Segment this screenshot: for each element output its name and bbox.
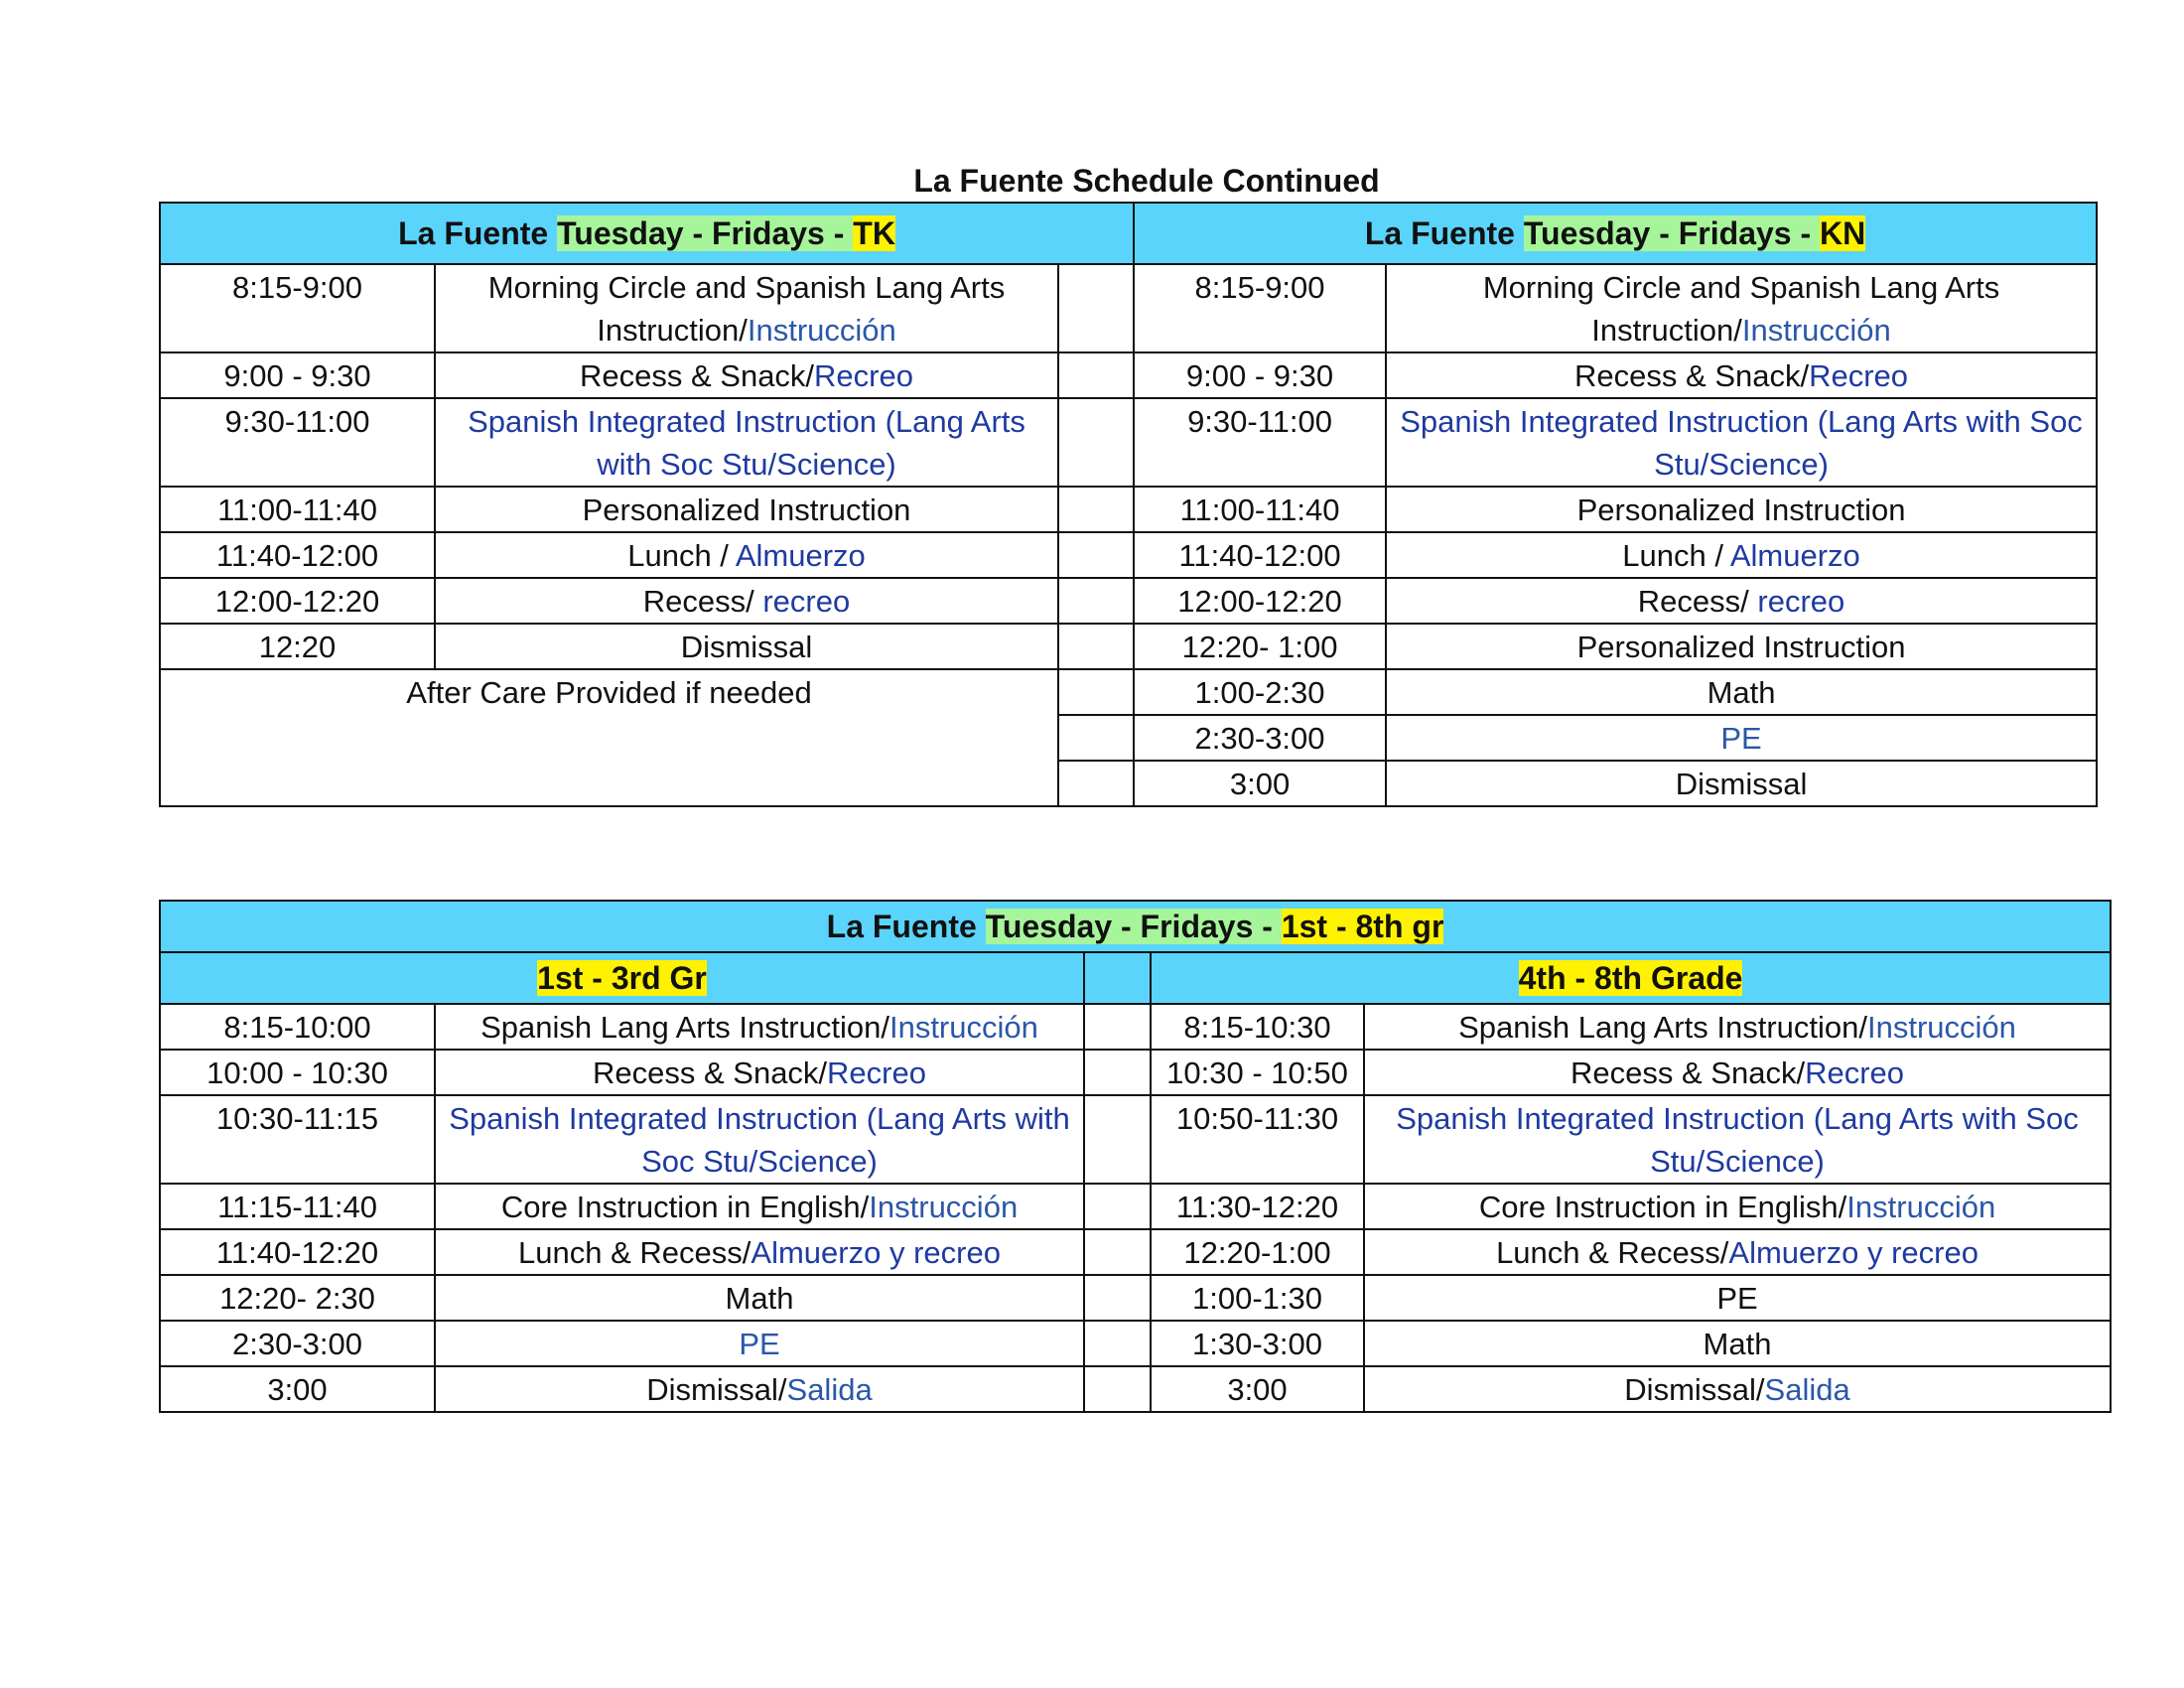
tk-activity: Recess/ recreo: [435, 578, 1058, 624]
table-row: [160, 532, 2097, 578]
spacer-cell: [1084, 1275, 1151, 1321]
spacer-cell: [1058, 624, 1134, 669]
g13-time: 8:15-10:00: [160, 1004, 435, 1050]
spacer-cell: [1084, 1229, 1151, 1275]
spacer-cell: [1058, 487, 1134, 532]
g48-activity: Math: [1364, 1321, 2111, 1366]
kn-time: 9:00 - 9:30: [1134, 352, 1386, 398]
g48-time: 1:30-3:00: [1151, 1321, 1364, 1366]
g48-activity: Recess & Snack/Recreo: [1364, 1050, 2111, 1095]
spacer-cell: [1084, 1095, 1151, 1184]
kn-time: 12:00-12:20: [1134, 578, 1386, 624]
g48-time: 11:30-12:20: [1151, 1184, 1364, 1229]
kn-time: 3:00: [1134, 761, 1386, 806]
spacer-cell: [1084, 1004, 1151, 1050]
g13-time: 10:30-11:15: [160, 1095, 435, 1184]
g48-activity: Lunch & Recess/Almuerzo y recreo: [1364, 1229, 2111, 1275]
g13-time: 2:30-3:00: [160, 1321, 435, 1366]
g48-time: 10:50-11:30: [1151, 1095, 1364, 1184]
g13-activity: Spanish Integrated Instruction (Lang Arts with Soc Stu/Science): [435, 1095, 1084, 1184]
g48-time: 1:00-1:30: [1151, 1275, 1364, 1321]
table-row: [160, 1050, 2111, 1095]
g13-activity: Core Instruction in English/Instrucción: [435, 1184, 1084, 1229]
tk-activity: Morning Circle and Spanish Lang Arts Instruction/Instrucción: [435, 264, 1058, 352]
table-row: [160, 1004, 2111, 1050]
kn-activity: Recess & Snack/Recreo: [1386, 352, 2097, 398]
kn-activity: Personalized Instruction: [1386, 624, 2097, 669]
table-row: [160, 1321, 2111, 1366]
g13-activity: Lunch & Recess/Almuerzo y recreo: [435, 1229, 1084, 1275]
kn-header: La Fuente Tuesday - Fridays - KN: [1134, 203, 2097, 264]
spacer-cell: [1058, 715, 1134, 761]
kn-time: 2:30-3:00: [1134, 715, 1386, 761]
g48-activity: Dismissal/Salida: [1364, 1366, 2111, 1412]
table-row: [160, 1366, 2111, 1412]
after-care-note: After Care Provided if needed: [160, 669, 1058, 806]
kn-activity: Morning Circle and Spanish Lang Arts Instruction/Instrucción: [1386, 264, 2097, 352]
g13-activity: Dismissal/Salida: [435, 1366, 1084, 1412]
kn-activity: PE: [1386, 715, 2097, 761]
g13-activity: Spanish Lang Arts Instruction/Instrucción: [435, 1004, 1084, 1050]
table-row: [160, 398, 2097, 487]
g13-activity: Math: [435, 1275, 1084, 1321]
tk-activity: Recess & Snack/Recreo: [435, 352, 1058, 398]
table-row: [160, 669, 2097, 715]
table-row: [160, 1275, 2111, 1321]
grades-4-8-subheader: 4th - 8th Grade: [1151, 952, 2111, 1004]
g48-time: 8:15-10:30: [1151, 1004, 1364, 1050]
g48-activity: Spanish Integrated Instruction (Lang Arts with Soc Stu/Science): [1364, 1095, 2111, 1184]
tk-kn-schedule-table: [159, 202, 2098, 807]
g13-activity: Recess & Snack/Recreo: [435, 1050, 1084, 1095]
table-row: [160, 1229, 2111, 1275]
g48-activity: PE: [1364, 1275, 2111, 1321]
g48-time: 10:30 - 10:50: [1151, 1050, 1364, 1095]
spacer-cell: [1084, 1050, 1151, 1095]
table-row: [160, 578, 2097, 624]
g48-time: 3:00: [1151, 1366, 1364, 1412]
kn-time: 1:00-2:30: [1134, 669, 1386, 715]
spacer-cell: [1084, 1184, 1151, 1229]
table-row: [160, 352, 2097, 398]
g13-time: 3:00: [160, 1366, 435, 1412]
kn-time: 8:15-9:00: [1134, 264, 1386, 352]
spacer-cell: [1058, 761, 1134, 806]
g13-time: 10:00 - 10:30: [160, 1050, 435, 1095]
g48-time: 12:20-1:00: [1151, 1229, 1364, 1275]
spacer-cell: [1058, 352, 1134, 398]
spacer-cell: [1084, 1321, 1151, 1366]
spacer-cell: [1058, 532, 1134, 578]
tk-time: 12:20: [160, 624, 435, 669]
g48-activity: Spanish Lang Arts Instruction/Instrucción: [1364, 1004, 2111, 1050]
spacer-cell: [1084, 952, 1151, 1004]
tk-time: 11:40-12:00: [160, 532, 435, 578]
tk-activity: Personalized Instruction: [435, 487, 1058, 532]
tk-activity: Dismissal: [435, 624, 1058, 669]
tk-time: 8:15-9:00: [160, 264, 435, 352]
g13-time: 12:20- 2:30: [160, 1275, 435, 1321]
kn-time: 12:20- 1:00: [1134, 624, 1386, 669]
table-row: [160, 487, 2097, 532]
kn-time: 11:00-11:40: [1134, 487, 1386, 532]
spacer-cell: [1058, 264, 1134, 352]
tk-header: La Fuente Tuesday - Fridays - TK: [160, 203, 1134, 264]
page-title: La Fuente Schedule Continued: [913, 163, 1380, 199]
kn-time: 9:30-11:00: [1134, 398, 1386, 487]
kn-activity: Math: [1386, 669, 2097, 715]
spacer-cell: [1058, 578, 1134, 624]
grades-1-3-subheader: 1st - 3rd Gr: [160, 952, 1084, 1004]
tk-activity: Lunch / Almuerzo: [435, 532, 1058, 578]
g48-activity: Core Instruction in English/Instrucción: [1364, 1184, 2111, 1229]
grades-1-8-schedule-table: [159, 900, 2112, 1413]
g13-time: 11:15-11:40: [160, 1184, 435, 1229]
tk-time: 12:00-12:20: [160, 578, 435, 624]
table-row: [160, 1095, 2111, 1184]
tk-time: 9:00 - 9:30: [160, 352, 435, 398]
table-row: [160, 624, 2097, 669]
g13-activity: PE: [435, 1321, 1084, 1366]
spacer-cell: [1058, 398, 1134, 487]
kn-activity: Lunch / Almuerzo: [1386, 532, 2097, 578]
tk-time: 11:00-11:40: [160, 487, 435, 532]
kn-activity: Personalized Instruction: [1386, 487, 2097, 532]
tk-time: 9:30-11:00: [160, 398, 435, 487]
table-row: [160, 1184, 2111, 1229]
g13-time: 11:40-12:20: [160, 1229, 435, 1275]
table-row: [160, 264, 2097, 352]
tk-activity: Spanish Integrated Instruction (Lang Arts with Soc Stu/Science): [435, 398, 1058, 487]
kn-activity: Recess/ recreo: [1386, 578, 2097, 624]
spacer-cell: [1084, 1366, 1151, 1412]
spacer-cell: [1058, 669, 1134, 715]
kn-activity: Dismissal: [1386, 761, 2097, 806]
grades-1-8-header: La Fuente Tuesday - Fridays - 1st - 8th gr: [160, 901, 2111, 952]
kn-activity: Spanish Integrated Instruction (Lang Arts with Soc Stu/Science): [1386, 398, 2097, 487]
kn-time: 11:40-12:00: [1134, 532, 1386, 578]
